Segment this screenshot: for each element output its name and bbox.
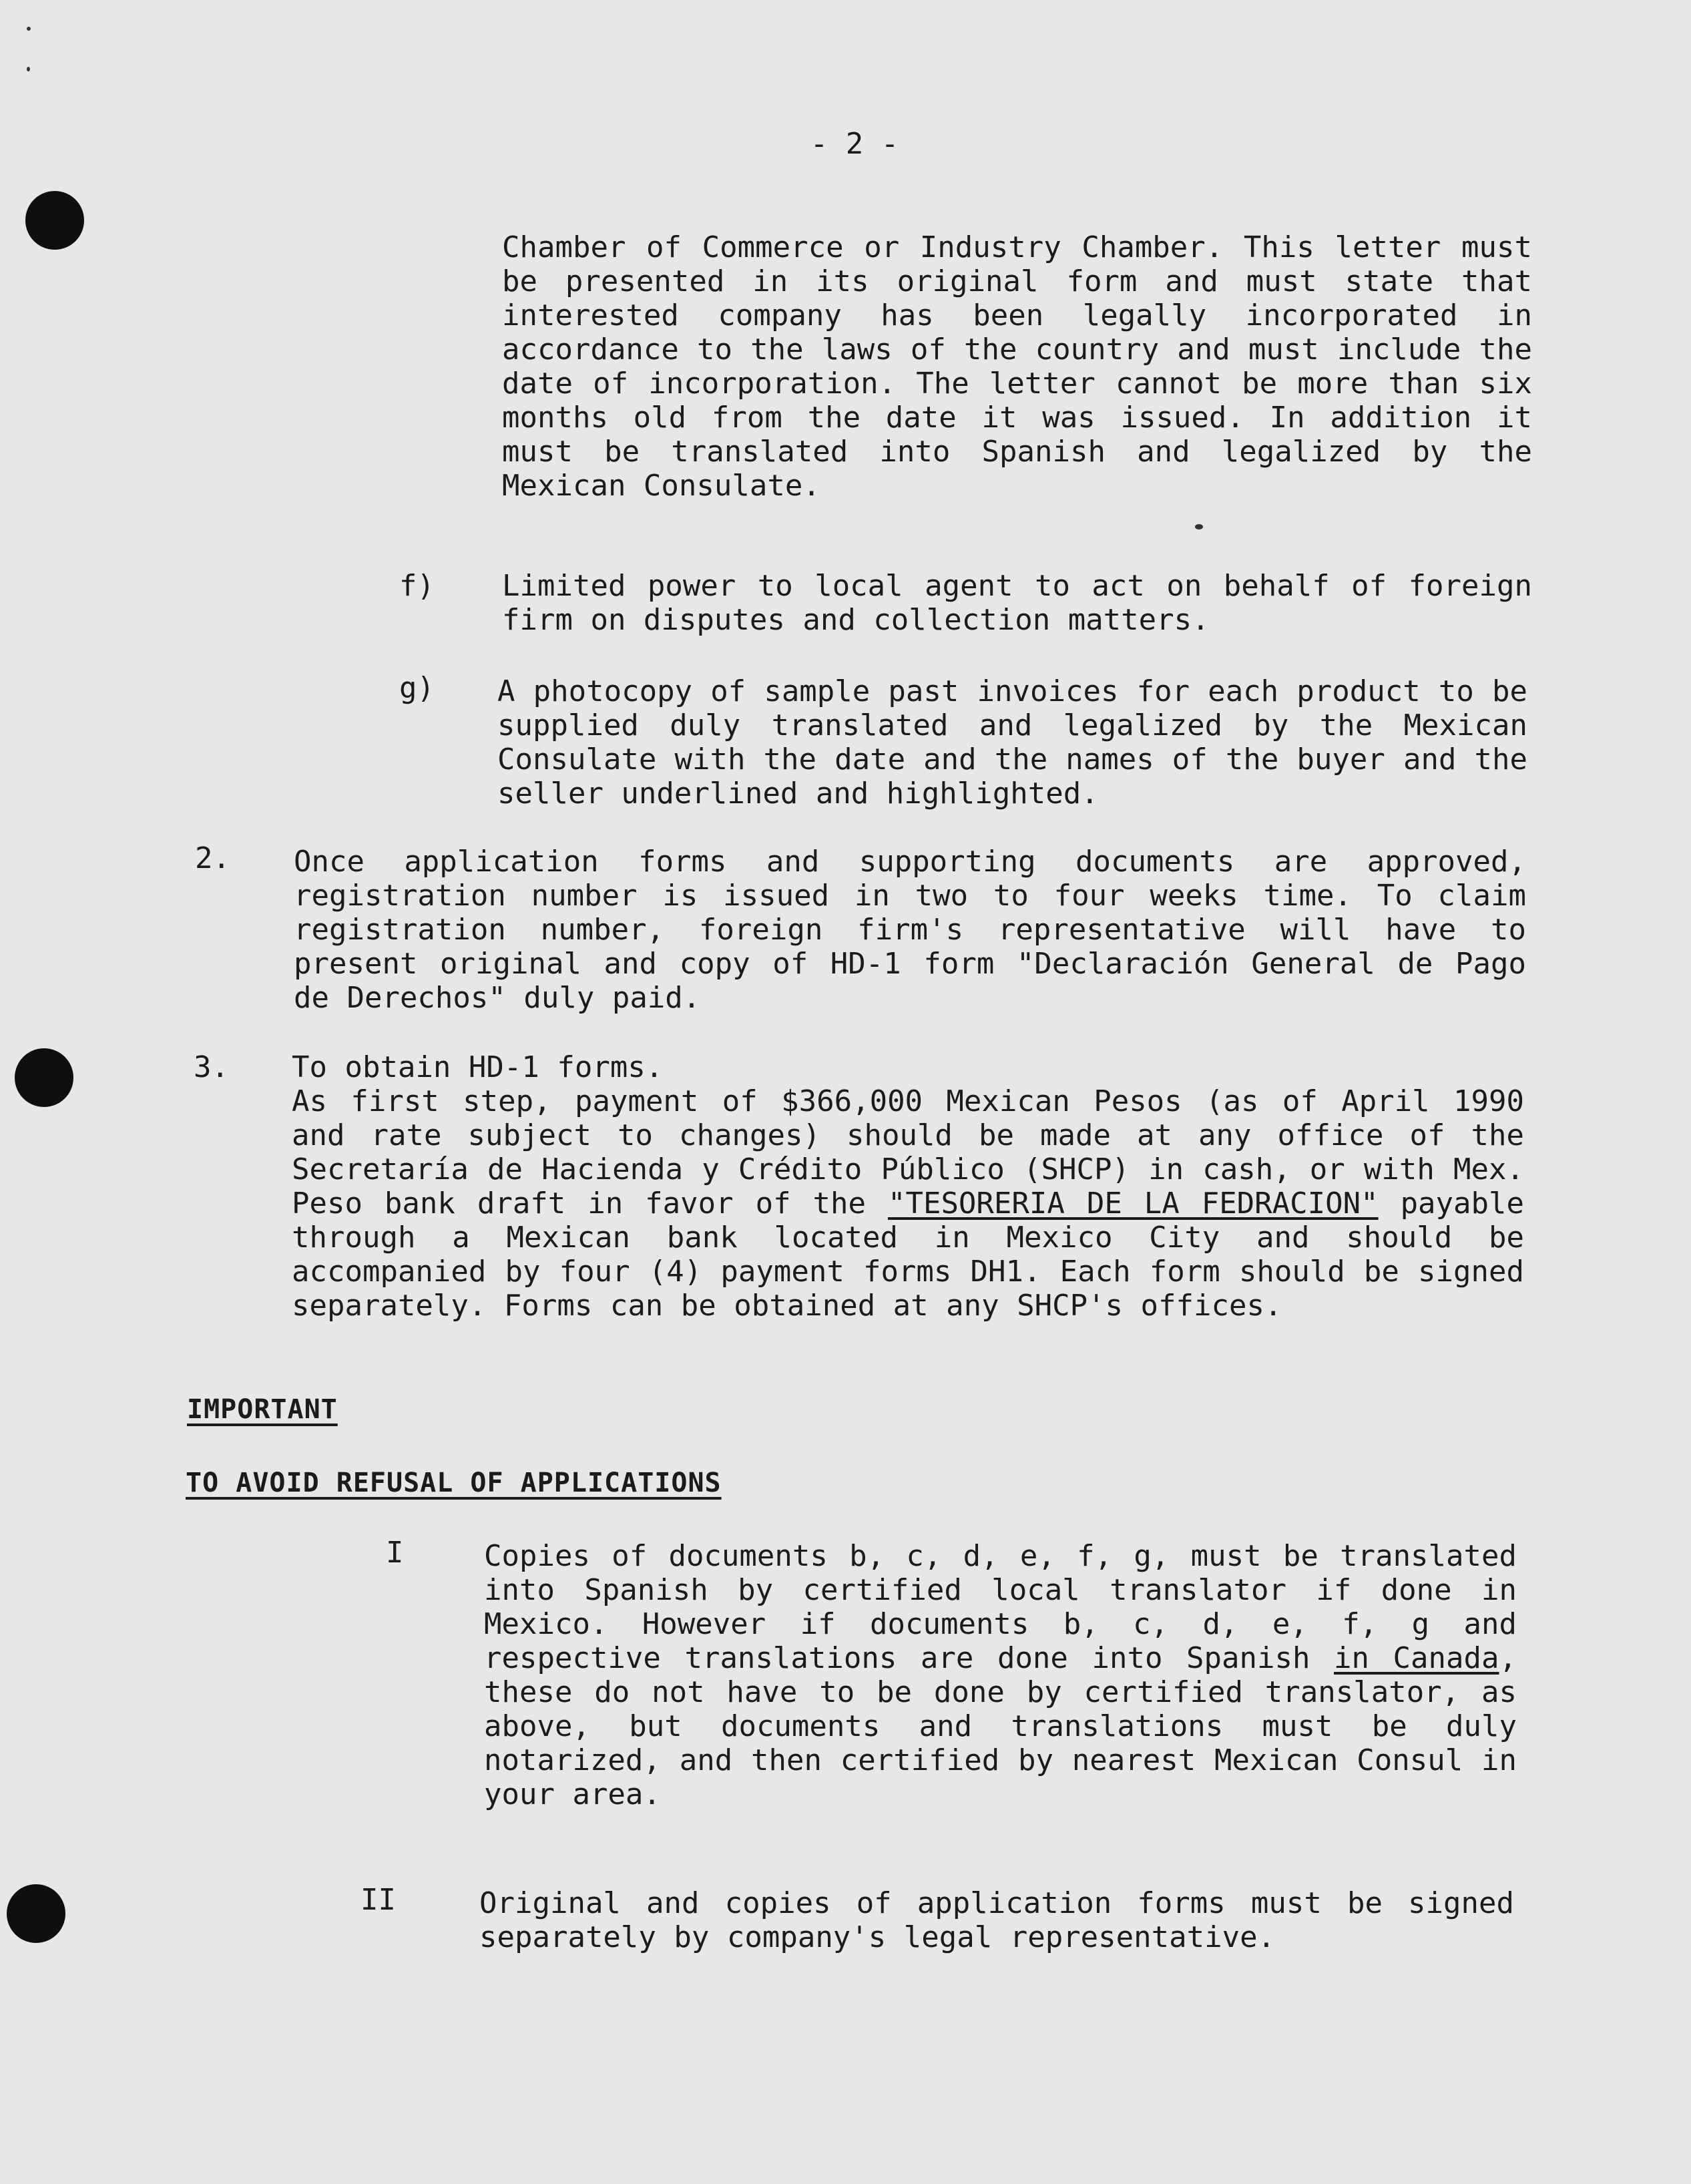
item-g-text: A photocopy of sample past invoices for each product to be supplied duly translated and legalized by the Mexican Consulate with the date and the names of the buyer and the seller underlined and highlighted. bbox=[497, 674, 1527, 811]
roman-item-I-text bbox=[484, 1539, 1517, 1811]
item-3-text bbox=[292, 1084, 1524, 1323]
speck bbox=[27, 27, 31, 31]
roman-item-I-underlined: in Canada bbox=[1334, 1641, 1499, 1675]
roman-item-II-text: Original and copies of application forms must be signed separately by company's legal representative. bbox=[479, 1886, 1514, 1954]
item-marker-2: 2. bbox=[195, 841, 230, 875]
item-3-heading-line: To obtain HD-1 forms. bbox=[292, 1050, 664, 1084]
roman-item-I-text-after: , these do not have to be done by certified translator, as above, but documents and translations must be duly notarized, and then certified by nearest Mexican Consul in your area. bbox=[484, 1641, 1517, 1811]
important-heading: IMPORTANT bbox=[187, 1394, 338, 1425]
punch-hole-top bbox=[25, 191, 84, 250]
item-3-text-after: payable through a Mexican bank located in Mexico City and should be accompanied by four (4) payment forms DH1. Each form should be signed separately. Forms can be obtained at any SHCP's offices. bbox=[292, 1186, 1524, 1323]
item-3-text-before: As first step, payment of $366,000 Mexican Pesos (as of April 1990 and rate subject to changes) should be made at any office of the Secretaría de Hacienda y Crédito Público (SHCP) in cash, or with Mex. Peso bank draft in favor of the bbox=[292, 1084, 1524, 1221]
roman-marker-II: II bbox=[360, 1883, 396, 1917]
speck bbox=[27, 67, 30, 71]
item-marker-3: 3. bbox=[194, 1050, 229, 1084]
punch-hole-bottom bbox=[7, 1884, 65, 1943]
speck bbox=[1195, 524, 1203, 529]
item-f-text: Limited power to local agent to act on behalf of foreign firm on disputes and collection matters. bbox=[502, 569, 1532, 637]
item-2-text: Once application forms and supporting documents are approved, registration number is issued in two to four weeks time. To claim registration number, foreign firm's representative will have to present original and copy of HD-1 form "Declaración General de Pago de Derechos" duly paid. bbox=[294, 845, 1526, 1015]
roman-item-I-text-before: Copies of documents b, c, d, e, f, g, must be translated into Spanish by certified local translator if done in Mexico. However if documents b, c, d, e, f, g and respective translations are done into Spanish bbox=[484, 1539, 1517, 1675]
continued-paragraph: Chamber of Commerce or Industry Chamber. This letter must be presented in its original form and must state that interested company has been legally incorporated in accordance to the laws of the country and must include the date of incorporation. The letter cannot be more than six months old from the date it was issued. In addition it must be translated into Spanish and legalized by the Mexican Consulate. bbox=[502, 230, 1532, 503]
roman-marker-I: I bbox=[386, 1536, 404, 1570]
item-marker-g: g) bbox=[399, 671, 435, 705]
item-3-underlined-payee: "TESORERIA DE LA FEDRACION" bbox=[887, 1186, 1379, 1221]
page-number: - 2 - bbox=[810, 127, 899, 161]
item-marker-f: f) bbox=[399, 569, 435, 603]
punch-hole-middle bbox=[15, 1048, 73, 1107]
avoid-refusal-heading: TO AVOID REFUSAL OF APPLICATIONS bbox=[186, 1468, 722, 1498]
